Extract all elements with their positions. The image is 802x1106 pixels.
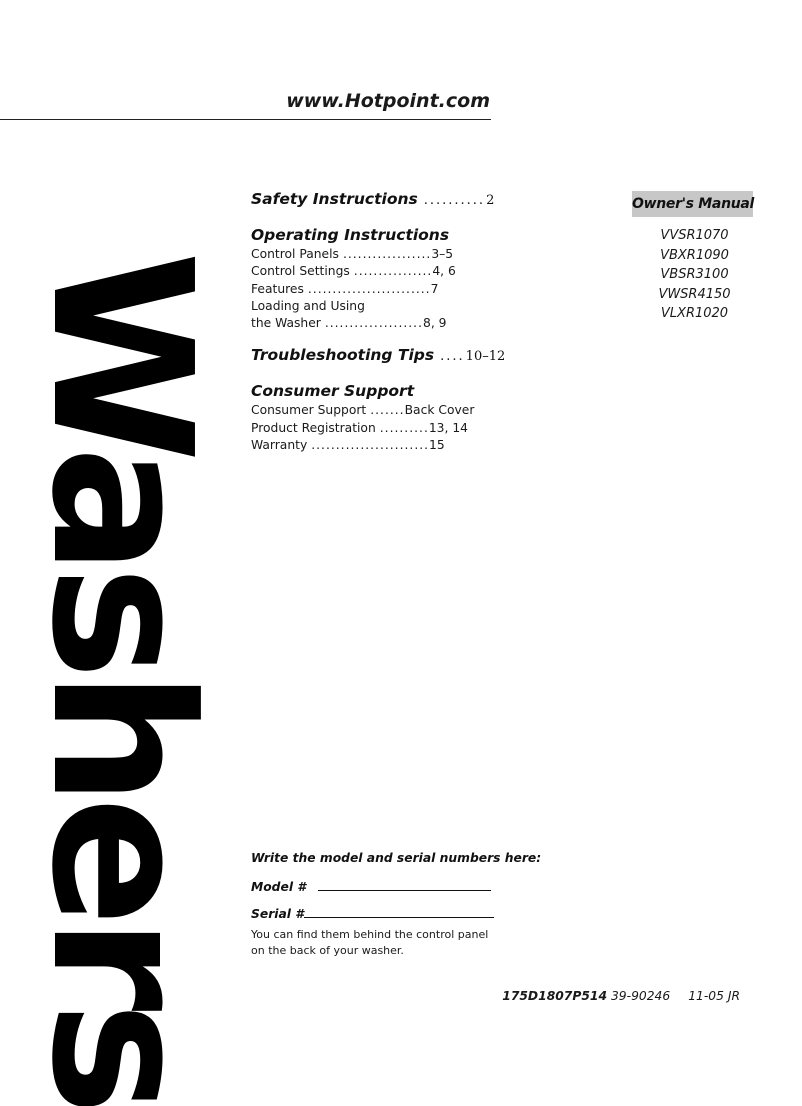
model-number: VWSR4150 xyxy=(658,286,731,302)
cover-title: Washers xyxy=(9,251,232,1106)
toc-item xyxy=(251,281,501,298)
serial-field-label: Serial # xyxy=(251,907,304,921)
toc-heading-text: Consumer Support xyxy=(251,382,415,401)
toc-heading-text: Operating Instructions xyxy=(251,226,450,244)
serial-field-line xyxy=(304,917,494,918)
toc-leader: .......... xyxy=(423,193,486,208)
toc-item-page: 7 xyxy=(430,281,439,296)
toc-item-page: 8, 9 xyxy=(423,316,447,331)
toc-item-label: Features xyxy=(251,281,304,296)
model-list xyxy=(632,226,757,324)
toc-heading xyxy=(251,344,506,368)
toc-heading xyxy=(251,188,501,212)
toc-item-page: 3–5 xyxy=(431,247,454,261)
toc-item xyxy=(251,263,501,280)
serial-field-row xyxy=(251,897,551,921)
toc-item-label: Control Settings xyxy=(251,264,350,279)
toc-section-troubleshooting xyxy=(251,344,506,368)
owners-manual-label: Owner's Manual xyxy=(632,191,753,217)
toc-section-safety xyxy=(251,188,501,212)
toc-leader: .... xyxy=(440,349,465,365)
toc-item-page: 15 xyxy=(429,438,445,453)
serial-note-line: on the back of your washer. xyxy=(251,944,404,957)
toc-item xyxy=(251,437,501,454)
toc-item-label: Warranty xyxy=(251,438,308,453)
toc-heading xyxy=(251,380,501,402)
serial-prompt: Write the model and serial numbers here: xyxy=(251,851,542,865)
toc-item xyxy=(251,420,501,437)
toc-leader: ................ xyxy=(353,264,433,279)
website-url: www.Hotpoint.com xyxy=(286,90,490,112)
toc-item xyxy=(251,402,501,419)
part-number: 175D1807P514 xyxy=(502,989,608,1003)
toc-page: 2 xyxy=(486,193,495,208)
toc-leader: .......... xyxy=(379,420,429,435)
toc-leader: .................... xyxy=(324,316,424,331)
date-code: 11-05 JR xyxy=(688,989,740,1003)
toc-leader: .................. xyxy=(342,247,432,261)
model-number: VLXR1020 xyxy=(660,306,729,322)
toc-item-page: 13, 14 xyxy=(428,420,468,435)
toc-item xyxy=(251,315,501,332)
toc-item-label: Loading and Using xyxy=(251,298,365,313)
toc-item-label: Control Panels xyxy=(251,247,339,261)
toc-heading-text: Troubleshooting Tips xyxy=(251,346,435,365)
toc-leader: ......................... xyxy=(307,281,431,296)
toc-leader: ....... xyxy=(370,403,405,418)
model-number: VBSR3100 xyxy=(660,267,729,283)
model-field-row xyxy=(251,870,551,894)
toc-leader: ........................ xyxy=(311,438,430,453)
toc-page: 10–12 xyxy=(465,349,506,365)
model-field-line xyxy=(318,890,491,891)
model-number: VBXR1090 xyxy=(660,247,729,263)
toc-item-label: Product Registration xyxy=(251,420,376,435)
toc-item xyxy=(251,246,501,263)
toc-heading xyxy=(251,224,501,246)
toc-heading-text: Safety Instructions xyxy=(251,190,418,208)
serial-number-block xyxy=(251,849,551,959)
serial-note-line: You can find them behind the control panel xyxy=(251,928,489,941)
toc-section-operating xyxy=(251,224,501,332)
toc-item-page: 4, 6 xyxy=(432,264,456,279)
header-divider xyxy=(0,119,491,120)
document-code xyxy=(430,989,740,1003)
doc-number: 39-90246 xyxy=(610,989,671,1003)
toc-item xyxy=(251,298,501,315)
model-number: VVSR1070 xyxy=(660,228,729,243)
toc-item-label: the Washer xyxy=(251,316,321,331)
toc-item-label: Consumer Support xyxy=(251,403,367,418)
toc-item-page: Back Cover xyxy=(404,403,475,418)
serial-location-note xyxy=(251,927,551,959)
toc-section-consumer-support xyxy=(251,380,501,454)
table-of-contents xyxy=(251,188,506,466)
model-field-label: Model # xyxy=(251,880,306,894)
